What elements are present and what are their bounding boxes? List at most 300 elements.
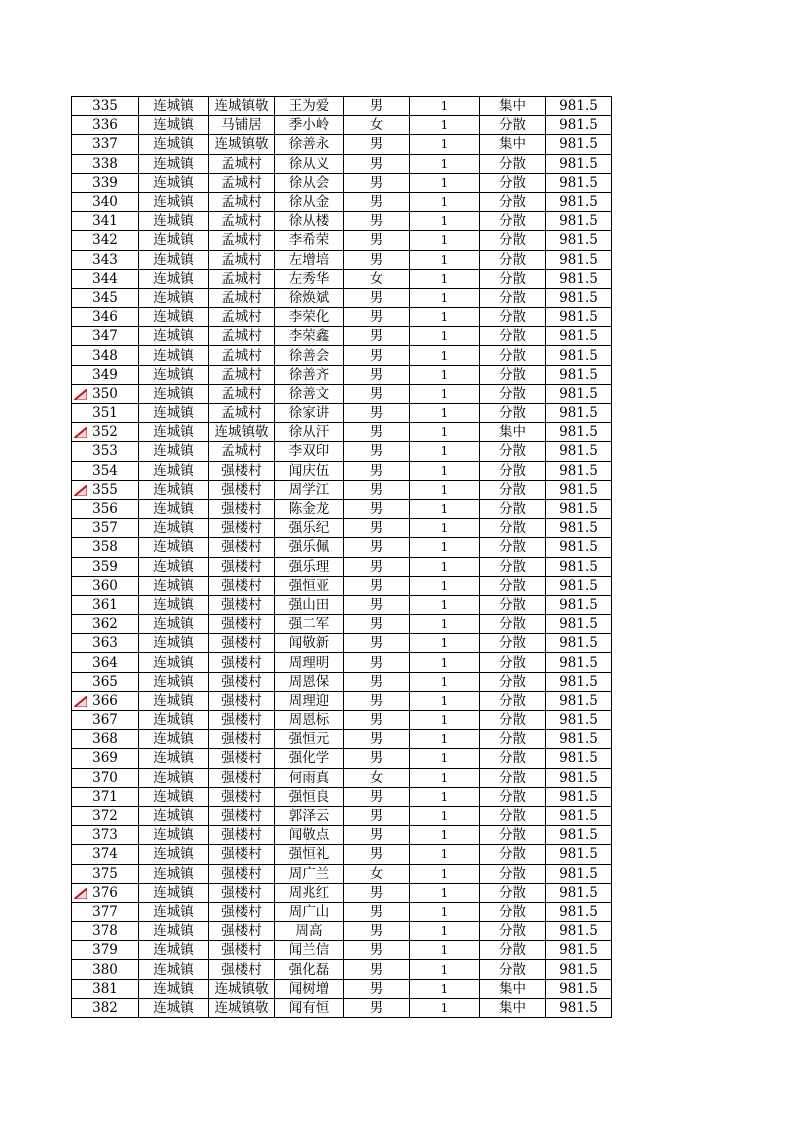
row-number-cell [72,557,139,576]
amount-cell [546,135,612,154]
sex-cell [344,922,410,941]
amount-text: 981.5 [559,309,598,326]
sex-cell [344,557,410,576]
support-mode-cell [480,288,546,307]
village-cell [209,346,275,365]
support-mode-text: 集中 [499,424,526,441]
amount-cell [546,192,612,211]
count-cell [410,806,480,825]
support-mode-text: 分散 [499,174,526,191]
village-cell [209,97,275,116]
comment-marker-icon[interactable] [74,696,87,707]
village-text: 强楼村 [221,846,262,863]
support-mode-cell [480,308,546,327]
row-number-cell [72,269,139,288]
count-text: 1 [440,847,449,862]
sex-cell [344,384,410,403]
sex-text: 男 [369,808,384,825]
count-cell [410,404,480,423]
count-cell [410,442,480,461]
village-cell [209,634,275,653]
support-mode-cell [480,960,546,979]
name-text: 周广山 [288,903,330,920]
table-row [72,806,612,825]
count-text: 1 [440,99,449,114]
amount-text: 981.5 [559,405,598,422]
row-number-text: 365 [92,673,118,690]
town-cell [139,346,209,365]
amount-cell [546,960,612,979]
sex-cell [344,787,410,806]
name-cell [275,519,344,538]
support-mode-cell [480,173,546,192]
village-text: 强楼村 [221,884,262,901]
sex-text: 男 [369,635,384,652]
amount-text: 981.5 [559,788,598,805]
support-mode-cell [480,922,546,941]
name-text: 徐焕斌 [288,289,330,306]
amount-text: 981.5 [559,347,598,364]
village-cell [209,595,275,614]
support-mode-cell [480,557,546,576]
count-text: 1 [440,290,449,305]
count-cell [410,768,480,787]
sex-text: 男 [369,155,384,172]
village-cell [209,212,275,231]
row-number-text: 356 [92,501,118,518]
town-text: 连城镇 [153,174,194,191]
village-text: 强楼村 [221,961,262,978]
amount-text: 981.5 [559,424,598,441]
town-text: 连城镇 [153,328,194,345]
sex-cell [344,941,410,960]
town-cell [139,902,209,921]
amount-text: 981.5 [559,884,598,901]
row-number-cell [72,711,139,730]
village-cell [209,576,275,595]
sex-text: 男 [369,961,384,978]
village-cell [209,480,275,499]
sex-text: 男 [369,692,384,709]
name-text: 季小岭 [288,117,330,134]
name-cell [275,768,344,787]
row-number-cell [72,730,139,749]
village-text: 强楼村 [221,692,262,709]
amount-cell [546,768,612,787]
count-text: 1 [440,866,449,881]
sex-cell [344,154,410,173]
support-mode-text: 分散 [499,942,526,959]
name-text: 徐从会 [288,174,330,191]
name-text: 周学江 [288,481,330,498]
sex-cell [344,826,410,845]
table-row [72,212,612,231]
table-row [72,250,612,269]
sex-text: 男 [369,328,384,345]
name-cell [275,135,344,154]
count-text: 1 [440,828,449,843]
town-text: 连城镇 [153,481,194,498]
amount-cell [546,97,612,116]
sex-text: 男 [369,980,384,997]
table-row [72,979,612,998]
name-cell [275,845,344,864]
support-mode-cell [480,730,546,749]
support-mode-text: 分散 [499,232,526,249]
village-text: 强楼村 [221,558,262,575]
support-mode-cell [480,902,546,921]
name-cell [275,404,344,423]
support-mode-cell [480,634,546,653]
table-row [72,461,612,480]
sex-cell [344,173,410,192]
count-text: 1 [440,348,449,363]
count-cell [410,902,480,921]
village-text: 强楼村 [221,635,262,652]
comment-marker-icon[interactable] [74,427,87,438]
name-cell [275,653,344,672]
row-number-cell [72,212,139,231]
amount-cell [546,902,612,921]
town-cell [139,634,209,653]
name-text: 李希荣 [288,232,330,249]
table-row [72,557,612,576]
sex-cell [344,288,410,307]
name-cell [275,883,344,902]
amount-text: 981.5 [559,712,598,729]
town-cell [139,979,209,998]
support-mode-cell [480,250,546,269]
amount-text: 981.5 [559,501,598,518]
amount-text: 981.5 [559,731,598,748]
sex-text: 女 [369,270,384,287]
village-text: 孟城村 [221,289,262,306]
row-number-cell [72,442,139,461]
town-text: 连城镇 [153,558,194,575]
name-text: 强乐纪 [288,520,330,537]
sex-text: 男 [369,558,384,575]
town-text: 连城镇 [153,903,194,920]
row-number-text: 341 [92,213,118,230]
town-cell [139,826,209,845]
count-text: 1 [440,444,449,459]
table-row [72,499,612,518]
count-text: 1 [440,463,449,478]
support-mode-text: 分散 [499,213,526,230]
support-mode-cell [480,269,546,288]
sex-text: 男 [369,98,384,115]
amount-text: 981.5 [559,942,598,959]
name-text: 强化学 [288,750,330,767]
name-cell [275,346,344,365]
table-row [72,423,612,442]
table-row [72,404,612,423]
sex-text: 男 [369,750,384,767]
village-text: 连城镇敬 [214,424,269,441]
village-cell [209,557,275,576]
village-cell [209,826,275,845]
row-number-cell [72,538,139,557]
support-mode-cell [480,519,546,538]
town-cell [139,173,209,192]
town-cell [139,308,209,327]
village-text: 孟城村 [221,270,262,287]
support-mode-cell [480,423,546,442]
amount-cell [546,327,612,346]
village-text: 强楼村 [221,903,262,920]
sex-cell [344,116,410,135]
row-number-text: 361 [92,596,118,613]
comment-marker-icon[interactable] [74,888,87,899]
name-text: 徐从金 [288,194,330,211]
sex-cell [344,231,410,250]
name-cell [275,327,344,346]
support-mode-cell [480,711,546,730]
count-cell [410,192,480,211]
town-text: 连城镇 [153,865,194,882]
village-cell [209,922,275,941]
row-number-cell [72,461,139,480]
amount-cell [546,173,612,192]
town-text: 连城镇 [153,270,194,287]
village-cell [209,845,275,864]
count-cell [410,384,480,403]
village-cell [209,519,275,538]
name-text: 李荣化 [288,309,330,326]
town-cell [139,288,209,307]
count-cell [410,173,480,192]
row-number-cell [72,979,139,998]
table-row [72,672,612,691]
village-cell [209,711,275,730]
table-row [72,634,612,653]
sex-cell [344,538,410,557]
town-text: 连城镇 [153,117,194,134]
support-mode-text: 分散 [499,251,526,268]
village-text: 强楼村 [221,501,262,518]
name-cell [275,998,344,1017]
support-mode-cell [480,864,546,883]
row-number-text: 368 [92,731,118,748]
name-text: 徐善会 [288,347,330,364]
name-cell [275,384,344,403]
count-text: 1 [440,521,449,536]
support-mode-cell [480,116,546,135]
row-number-text: 376 [92,884,118,901]
town-cell [139,404,209,423]
town-cell [139,135,209,154]
support-mode-cell [480,979,546,998]
count-cell [410,634,480,653]
count-cell [410,212,480,231]
support-mode-text: 集中 [499,999,526,1016]
amount-cell [546,250,612,269]
count-text: 1 [440,655,449,670]
town-text: 连城镇 [153,405,194,422]
town-cell [139,711,209,730]
town-text: 连城镇 [153,788,194,805]
comment-marker-icon[interactable] [74,389,87,400]
village-text: 孟城村 [221,309,262,326]
row-number-text: 370 [92,769,118,786]
name-text: 徐从义 [288,155,330,172]
table-row [72,787,612,806]
amount-cell [546,461,612,480]
row-number-text: 380 [92,961,118,978]
name-cell [275,711,344,730]
support-mode-text: 分散 [499,443,526,460]
sex-cell [344,308,410,327]
town-text: 连城镇 [153,846,194,863]
row-number-cell [72,173,139,192]
support-mode-text: 分散 [499,577,526,594]
count-text: 1 [440,770,449,785]
name-text: 闻敬点 [288,827,330,844]
count-text: 1 [440,406,449,421]
row-number-text: 362 [92,616,118,633]
amount-cell [546,231,612,250]
name-cell [275,212,344,231]
name-text: 左秀华 [288,270,330,287]
town-text: 连城镇 [153,539,194,556]
village-text: 连城镇敬 [214,980,269,997]
support-mode-cell [480,212,546,231]
village-text: 孟城村 [221,347,262,364]
support-mode-text: 分散 [499,596,526,613]
village-text: 强楼村 [221,942,262,959]
support-mode-cell [480,154,546,173]
sex-cell [344,672,410,691]
amount-cell [546,346,612,365]
name-text: 徐从汗 [288,424,330,441]
village-text: 强楼村 [221,462,262,479]
row-number-text: 369 [92,750,118,767]
row-number-cell [72,135,139,154]
town-cell [139,499,209,518]
amount-cell [546,116,612,135]
sex-cell [344,749,410,768]
town-text: 连城镇 [153,692,194,709]
count-text: 1 [440,137,449,152]
name-cell [275,308,344,327]
village-cell [209,883,275,902]
name-cell [275,288,344,307]
village-text: 连城镇敬 [214,999,269,1016]
support-mode-text: 分散 [499,635,526,652]
count-cell [410,979,480,998]
town-text: 连城镇 [153,98,194,115]
village-cell [209,327,275,346]
row-number-text: 374 [92,846,118,863]
name-text: 徐家讲 [288,405,330,422]
row-number-text: 363 [92,635,118,652]
table-row [72,97,612,116]
row-number-cell [72,519,139,538]
town-cell [139,384,209,403]
town-text: 连城镇 [153,213,194,230]
town-text: 连城镇 [153,577,194,594]
name-text: 郭泽云 [288,808,330,825]
town-cell [139,269,209,288]
row-number-cell [72,749,139,768]
name-cell [275,231,344,250]
village-text: 强楼村 [221,481,262,498]
town-cell [139,595,209,614]
count-cell [410,499,480,518]
row-number-cell [72,941,139,960]
village-cell [209,384,275,403]
amount-cell [546,979,612,998]
support-mode-cell [480,653,546,672]
name-cell [275,116,344,135]
table-row [72,288,612,307]
village-cell [209,231,275,250]
sex-cell [344,864,410,883]
comment-marker-icon[interactable] [74,485,87,496]
sex-text: 男 [369,347,384,364]
amount-cell [546,384,612,403]
village-cell [209,768,275,787]
town-text: 连城镇 [153,808,194,825]
support-mode-text: 分散 [499,616,526,633]
support-mode-text: 分散 [499,808,526,825]
count-cell [410,922,480,941]
village-text: 强楼村 [221,577,262,594]
amount-cell [546,442,612,461]
support-mode-text: 分散 [499,366,526,383]
name-text: 何雨真 [288,769,330,786]
amount-text: 981.5 [559,596,598,613]
row-number-text: 378 [92,923,118,940]
village-text: 强楼村 [221,865,262,882]
town-text: 连城镇 [153,923,194,940]
table-row [72,135,612,154]
sex-text: 男 [369,251,384,268]
support-mode-text: 分散 [499,405,526,422]
table-row [72,691,612,710]
name-text: 强恒良 [288,788,330,805]
town-cell [139,749,209,768]
amount-cell [546,615,612,634]
sex-text: 女 [369,117,384,134]
support-mode-cell [480,231,546,250]
sex-text: 男 [369,405,384,422]
table-row [72,749,612,768]
count-cell [410,423,480,442]
amount-text: 981.5 [559,865,598,882]
row-number-text: 357 [92,520,118,537]
support-mode-cell [480,749,546,768]
village-text: 连城镇敬 [214,98,269,115]
support-mode-text: 分散 [499,903,526,920]
amount-text: 981.5 [559,923,598,940]
town-cell [139,97,209,116]
support-mode-cell [480,691,546,710]
support-mode-cell [480,538,546,557]
support-mode-text: 分散 [499,385,526,402]
name-cell [275,365,344,384]
sex-cell [344,423,410,442]
town-text: 连城镇 [153,961,194,978]
village-cell [209,749,275,768]
village-text: 孟城村 [221,232,262,249]
count-cell [410,883,480,902]
support-mode-text: 分散 [499,769,526,786]
amount-text: 981.5 [559,174,598,191]
name-cell [275,634,344,653]
name-cell [275,749,344,768]
amount-cell [546,845,612,864]
